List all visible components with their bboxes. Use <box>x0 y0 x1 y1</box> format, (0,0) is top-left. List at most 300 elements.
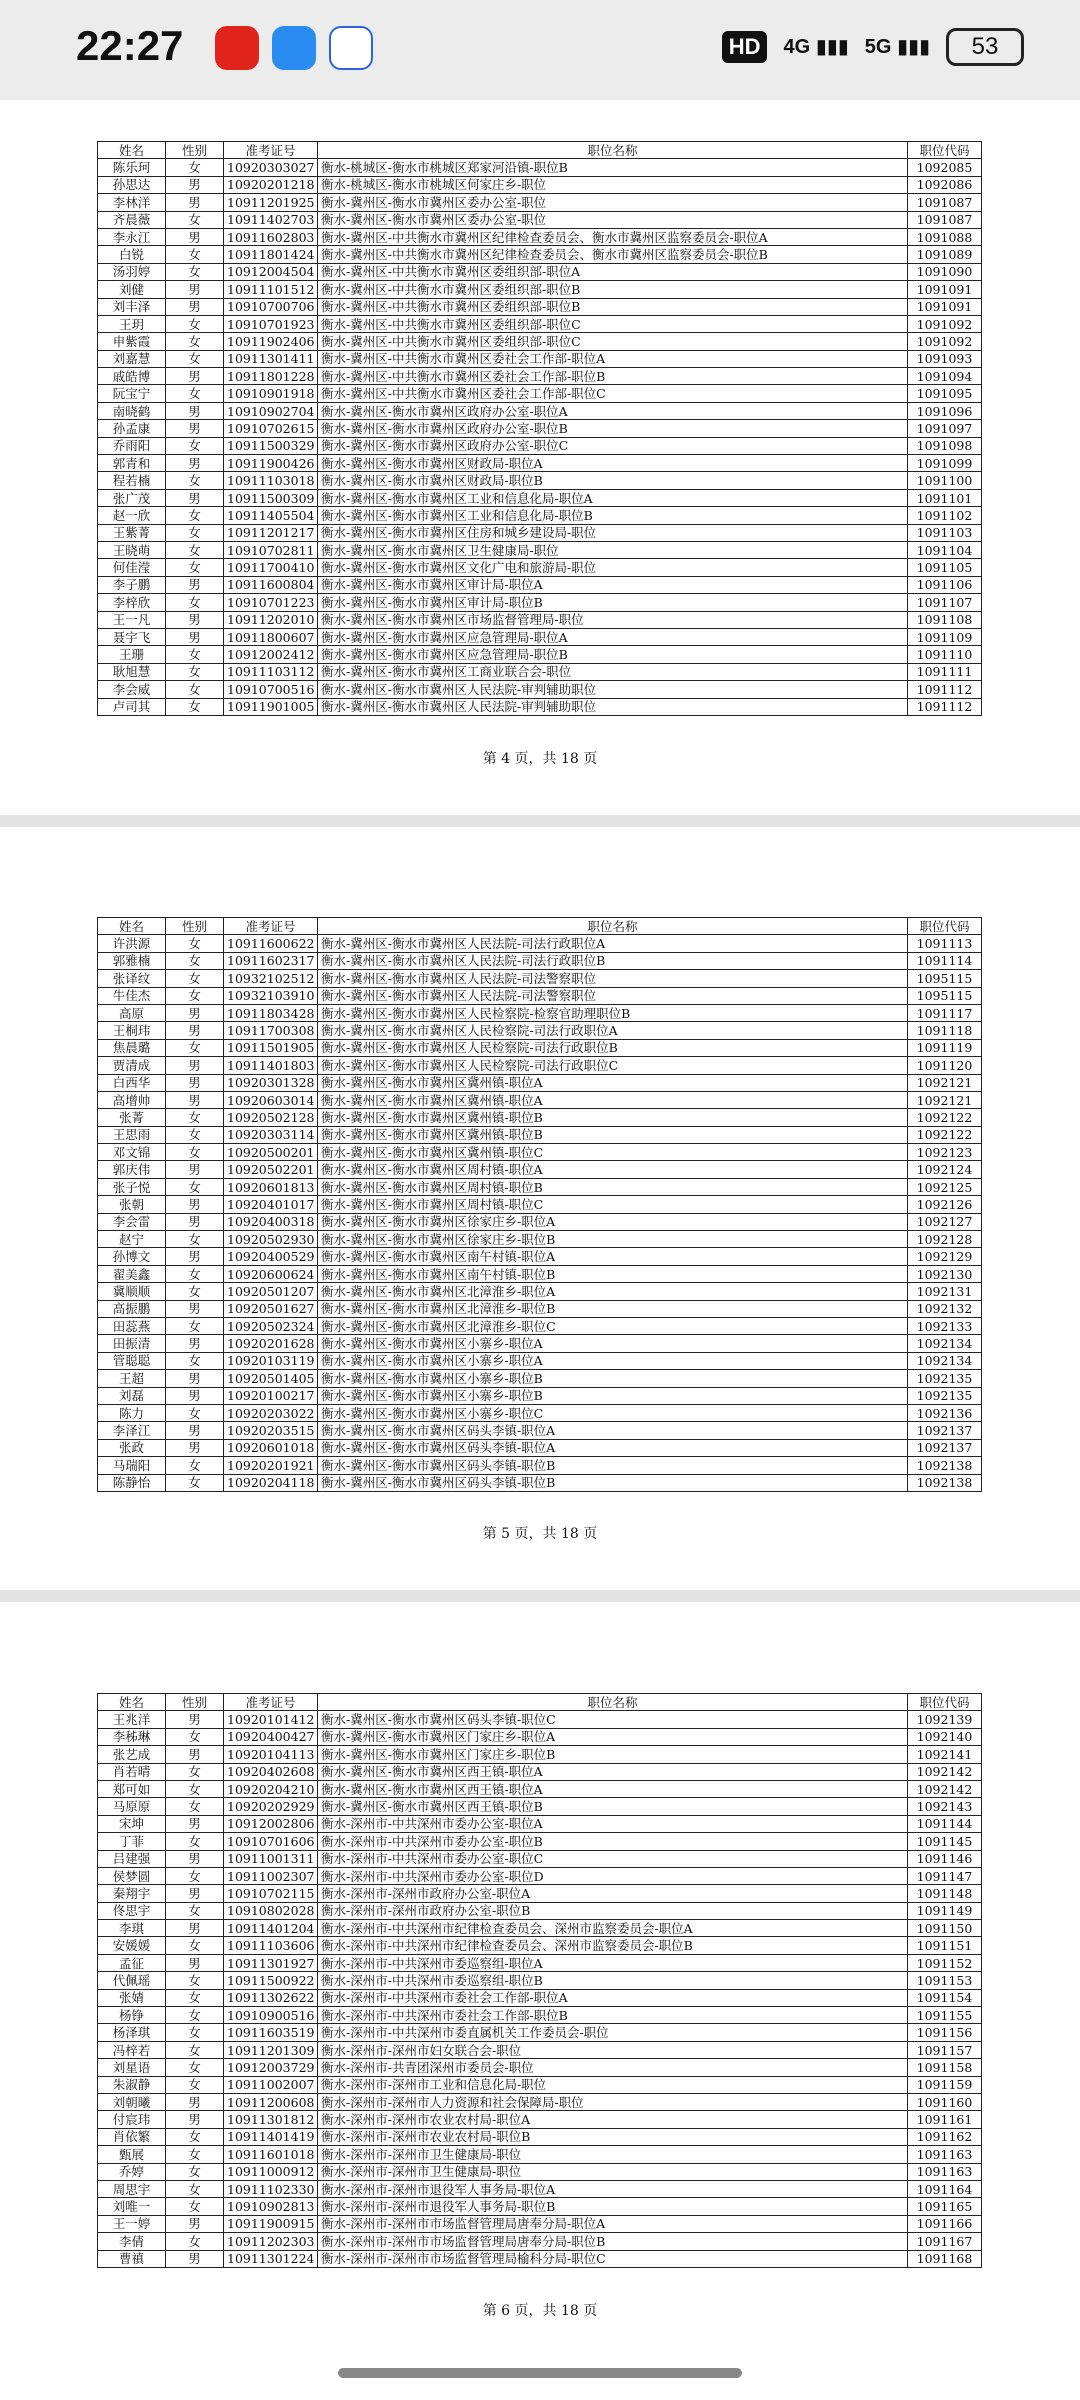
cell-exam-id: 10911600804 <box>224 576 318 593</box>
cell-position: 衡水-冀州区-衡水市冀州区人民法院-司法行政职位A <box>318 935 908 952</box>
cell-position: 衡水-冀州区-衡水市冀州区市场监督管理局-职位 <box>318 611 908 628</box>
cell-code: 1092131 <box>908 1283 982 1300</box>
cell-code: 1095115 <box>908 970 982 987</box>
cell-position: 衡水-冀州区-衡水市冀州区审计局-职位A <box>318 576 908 593</box>
cell-position: 衡水-深州市-深州市人力资源和社会保障局-职位 <box>318 2093 908 2110</box>
cell-code: 1092135 <box>908 1387 982 1404</box>
cell-gender: 女 <box>166 2198 224 2215</box>
cell-code: 1091108 <box>908 611 982 628</box>
cell-gender: 男 <box>166 489 224 506</box>
cell-code: 1091096 <box>908 402 982 419</box>
cell-gender: 女 <box>166 1763 224 1780</box>
cell-exam-id: 10920501627 <box>224 1300 318 1317</box>
cell-position: 衡水-冀州区-衡水市冀州区南午村镇-职位B <box>318 1265 908 1282</box>
cell-gender: 女 <box>166 1283 224 1300</box>
col-gender-header: 性别 <box>166 142 224 159</box>
cell-position: 衡水-冀州区-衡水市冀州区西王镇-职位A <box>318 1780 908 1797</box>
cell-code: 1091092 <box>908 315 982 332</box>
col-name-header: 姓名 <box>98 142 166 159</box>
cell-code: 1091089 <box>908 246 982 263</box>
cell-gender: 男 <box>166 176 224 193</box>
cell-exam-id: 10920501405 <box>224 1370 318 1387</box>
cell-gender: 女 <box>166 385 224 402</box>
cell-gender: 女 <box>166 1352 224 1369</box>
cell-name: 焦晨璐 <box>98 1039 166 1056</box>
cell-position: 衡水-冀州区-衡水市冀州区人民法院-审判辅助职位 <box>318 681 908 698</box>
cell-exam-id: 10910902813 <box>224 2198 318 2215</box>
cell-position: 衡水-冀州区-衡水市冀州区门家庄乡-职位B <box>318 1746 908 1763</box>
table-row <box>98 1300 982 1317</box>
cell-gender: 男 <box>166 1885 224 1902</box>
cell-exam-id: 10911103606 <box>224 1937 318 1954</box>
cell-gender: 男 <box>166 455 224 472</box>
cell-gender: 女 <box>166 2180 224 2197</box>
cell-exam-id: 10920104113 <box>224 1746 318 1763</box>
cell-code: 1092138 <box>908 1457 982 1474</box>
cell-position: 衡水-深州市-深州市市场监督管理局榆科分局-职位C <box>318 2250 908 2267</box>
cell-gender: 男 <box>166 1057 224 1074</box>
cell-position: 衡水-冀州区-中共衡水市冀州区委组织部-职位C <box>318 315 908 332</box>
cell-name: 程若楠 <box>98 472 166 489</box>
cell-name: 孙孟康 <box>98 420 166 437</box>
cell-code: 1091095 <box>908 385 982 402</box>
cell-code: 1091152 <box>908 1954 982 1971</box>
cell-position: 衡水-冀州区-衡水市冀州区徐家庄乡-职位B <box>318 1231 908 1248</box>
cell-gender: 女 <box>166 1902 224 1919</box>
table-row <box>98 1248 982 1265</box>
cell-exam-id: 10911201217 <box>224 524 318 541</box>
table-row <box>98 2076 982 2093</box>
cell-exam-id: 10911405504 <box>224 507 318 524</box>
table-row <box>98 263 982 280</box>
cell-code: 1095115 <box>908 987 982 1004</box>
cell-position: 衡水-冀州区-衡水市冀州区徐家庄乡-职位A <box>318 1213 908 1230</box>
cell-position: 衡水-冀州区-衡水市冀州区北漳淮乡-职位C <box>318 1317 908 1334</box>
cell-gender: 女 <box>166 2128 224 2145</box>
cell-code: 1091160 <box>908 2093 982 2110</box>
cell-name: 付宸玮 <box>98 2111 166 2128</box>
col-exam-id-header: 准考证号 <box>224 1694 318 1711</box>
cell-name: 郭庆伟 <box>98 1161 166 1178</box>
cell-position: 衡水-深州市-深州市农业农村局-职位B <box>318 2128 908 2145</box>
cell-name: 刘磊 <box>98 1387 166 1404</box>
table-row <box>98 385 982 402</box>
cell-exam-id: 10911800607 <box>224 628 318 645</box>
table-row <box>98 1404 982 1421</box>
cell-code: 1092141 <box>908 1746 982 1763</box>
cell-exam-id: 10911103112 <box>224 663 318 680</box>
cell-exam-id: 10911600622 <box>224 935 318 952</box>
cell-position: 衡水-桃城区-衡水市桃城区郑家河沿镇-职位B <box>318 159 908 176</box>
cell-position: 衡水-深州市-中共深州市委办公室-职位C <box>318 1850 908 1867</box>
cell-position: 衡水-冀州区-中共衡水市冀州区纪律检查委员会、衡水市冀州区监察委员会-职位A <box>318 228 908 245</box>
table-row <box>98 594 982 611</box>
cell-name: 李会雷 <box>98 1213 166 1230</box>
cell-position: 衡水-深州市-深州市农业农村局-职位A <box>318 2111 908 2128</box>
cell-name: 秦翔宇 <box>98 1885 166 1902</box>
cell-name: 刘唯一 <box>98 2198 166 2215</box>
cell-position: 衡水-冀州区-衡水市冀州区财政局-职位B <box>318 472 908 489</box>
cell-name: 汤羽婷 <box>98 263 166 280</box>
cell-code: 1091114 <box>908 952 982 969</box>
cell-code: 1091168 <box>908 2250 982 2267</box>
cell-gender: 男 <box>166 1920 224 1937</box>
cell-code: 1091117 <box>908 1004 982 1021</box>
cell-position: 衡水-深州市-深州市妇女联合会-职位 <box>318 2041 908 2058</box>
cell-name: 田蕊燕 <box>98 1317 166 1334</box>
cell-exam-id: 10911602803 <box>224 228 318 245</box>
cell-name: 乔雨阳 <box>98 437 166 454</box>
table-row <box>98 1937 982 1954</box>
cell-name: 马原原 <box>98 1798 166 1815</box>
cell-gender: 男 <box>166 1439 224 1456</box>
cell-code: 1092121 <box>908 1091 982 1108</box>
cell-exam-id: 10911001311 <box>224 1850 318 1867</box>
cell-code: 1091167 <box>908 2233 982 2250</box>
cell-exam-id: 10911801424 <box>224 246 318 263</box>
cell-position: 衡水-冀州区-衡水市冀州区小寨乡-职位B <box>318 1387 908 1404</box>
page-footer: 第 6 页，共 18 页 <box>482 2303 598 2319</box>
cell-name: 刘星语 <box>98 2059 166 2076</box>
cell-name: 白西华 <box>98 1074 166 1091</box>
cell-gender: 男 <box>166 1746 224 1763</box>
cell-exam-id: 10910701606 <box>224 1833 318 1850</box>
cell-gender: 女 <box>166 211 224 228</box>
cell-code: 1091148 <box>908 1885 982 1902</box>
cell-code: 1091091 <box>908 298 982 315</box>
cell-position: 衡水-冀州区-衡水市冀州区码头李镇-职位A <box>318 1439 908 1456</box>
signal-4g-icon: 4G ▮▮▮ <box>783 36 849 58</box>
cell-name: 郭青和 <box>98 455 166 472</box>
cell-gender: 男 <box>166 628 224 645</box>
cell-position: 衡水-深州市-深州市政府办公室-职位B <box>318 1902 908 1919</box>
cell-position: 衡水-冀州区-衡水市冀州区人民检察院-司法行政职位B <box>318 1039 908 1056</box>
cell-position: 衡水-深州市-中共深州市委办公室-职位A <box>318 1815 908 1832</box>
cell-code: 1091159 <box>908 2076 982 2093</box>
table-row <box>98 489 982 506</box>
cell-exam-id: 10911101512 <box>224 281 318 298</box>
cell-name: 王晓萌 <box>98 541 166 558</box>
cell-name: 许洪源 <box>98 935 166 952</box>
table-row <box>98 1265 982 1282</box>
cell-code: 1091092 <box>908 333 982 350</box>
cell-code: 1091091 <box>908 281 982 298</box>
table-row <box>98 1972 982 1989</box>
cell-exam-id: 10911501905 <box>224 1039 318 1056</box>
cell-position: 衡水-冀州区-衡水市冀州区冀州镇-职位C <box>318 1144 908 1161</box>
cell-code: 1092124 <box>908 1161 982 1178</box>
status-icons <box>722 28 1024 66</box>
table-row <box>98 176 982 193</box>
table-row <box>98 1231 982 1248</box>
cell-name: 阮宝宁 <box>98 385 166 402</box>
cell-name: 吕建强 <box>98 1850 166 1867</box>
cell-name: 李泽江 <box>98 1422 166 1439</box>
table-row <box>98 1109 982 1126</box>
cell-exam-id: 10920103119 <box>224 1352 318 1369</box>
cell-name: 申紫霞 <box>98 333 166 350</box>
cell-gender: 男 <box>166 1091 224 1108</box>
cell-gender: 男 <box>166 2093 224 2110</box>
cell-position: 衡水-冀州区-衡水市冀州区应急管理局-职位B <box>318 646 908 663</box>
cell-gender: 女 <box>166 159 224 176</box>
cell-gender: 男 <box>166 1248 224 1265</box>
cell-exam-id: 10911002307 <box>224 1867 318 1884</box>
cell-exam-id: 10911301411 <box>224 350 318 367</box>
cell-name: 王超 <box>98 1370 166 1387</box>
table-row <box>98 1867 982 1884</box>
cell-name: 张政 <box>98 1439 166 1456</box>
cell-exam-id: 10911102330 <box>224 2180 318 2197</box>
cell-gender: 男 <box>166 1422 224 1439</box>
cell-exam-id: 10920202929 <box>224 1798 318 1815</box>
cell-exam-id: 10920203515 <box>224 1422 318 1439</box>
cell-exam-id: 10920400318 <box>224 1213 318 1230</box>
cell-position: 衡水-深州市-中共深州市纪律检查委员会、深州市监察委员会-职位B <box>318 1937 908 1954</box>
cell-code: 1092132 <box>908 1300 982 1317</box>
cell-exam-id: 10932103910 <box>224 987 318 1004</box>
cell-gender: 男 <box>166 2215 224 2232</box>
table-row <box>98 2093 982 2110</box>
cell-gender: 女 <box>166 1178 224 1195</box>
cell-gender: 男 <box>166 1004 224 1021</box>
cell-gender: 女 <box>166 663 224 680</box>
table-row <box>98 1387 982 1404</box>
cell-gender: 女 <box>166 1231 224 1248</box>
cell-name: 邓文锦 <box>98 1144 166 1161</box>
table-row <box>98 1885 982 1902</box>
cell-code: 1091087 <box>908 194 982 211</box>
cell-exam-id: 10911103018 <box>224 472 318 489</box>
cell-code: 1091166 <box>908 2215 982 2232</box>
table-row <box>98 1780 982 1797</box>
cell-gender: 男 <box>166 1370 224 1387</box>
table-row <box>98 1746 982 1763</box>
clock: 22:27 <box>76 22 184 69</box>
cell-position: 衡水-冀州区-衡水市冀州区小寨乡-职位A <box>318 1335 908 1352</box>
cell-exam-id: 10910701923 <box>224 315 318 332</box>
table-row <box>98 472 982 489</box>
cell-position: 衡水-深州市-中共深州市委巡察组-职位A <box>318 1954 908 1971</box>
cell-gender: 女 <box>166 935 224 952</box>
table-row <box>98 1057 982 1074</box>
cell-position: 衡水-深州市-中共深州市委办公室-职位B <box>318 1833 908 1850</box>
cell-gender: 女 <box>166 350 224 367</box>
cell-code: 1092128 <box>908 1231 982 1248</box>
cell-name: 孙思达 <box>98 176 166 193</box>
cell-exam-id: 10920201628 <box>224 1335 318 1352</box>
table-row <box>98 350 982 367</box>
cell-position: 衡水-深州市-深州市退役军人事务局-职位B <box>318 2198 908 2215</box>
cell-code: 1091097 <box>908 420 982 437</box>
cell-code: 1091105 <box>908 559 982 576</box>
home-indicator[interactable] <box>338 2368 742 2378</box>
cell-exam-id: 10911202010 <box>224 611 318 628</box>
cell-code: 1091146 <box>908 1850 982 1867</box>
hd-badge: HD <box>722 31 768 63</box>
cell-exam-id: 10920501207 <box>224 1283 318 1300</box>
col-exam-id-header: 准考证号 <box>224 142 318 159</box>
cell-name: 郑可如 <box>98 1780 166 1797</box>
cell-name: 朱淑静 <box>98 2076 166 2093</box>
cell-code: 1091087 <box>908 211 982 228</box>
cell-exam-id: 10910900516 <box>224 2007 318 2024</box>
cell-name: 李子鹏 <box>98 576 166 593</box>
table-row <box>98 1335 982 1352</box>
cell-code: 1091113 <box>908 935 982 952</box>
cell-gender: 女 <box>166 1972 224 1989</box>
table-row <box>98 1004 982 1021</box>
table-row <box>98 333 982 350</box>
cell-name: 牛佳杰 <box>98 987 166 1004</box>
cell-name: 陈力 <box>98 1404 166 1421</box>
table-row <box>98 576 982 593</box>
cell-position: 衡水-冀州区-中共衡水市冀州区委社会工作部-职位B <box>318 368 908 385</box>
cell-position: 衡水-深州市-深州市市场监督管理局唐奉分局-职位B <box>318 2233 908 2250</box>
cell-position: 衡水-冀州区-衡水市冀州区冀州镇-职位B <box>318 1109 908 1126</box>
table-row <box>98 952 982 969</box>
table-row <box>98 970 982 987</box>
cell-position: 衡水-深州市-深州市退役军人事务局-职位A <box>318 2180 908 2197</box>
cell-exam-id: 10911602317 <box>224 952 318 969</box>
cell-gender: 男 <box>166 1213 224 1230</box>
col-position-header: 职位名称 <box>318 142 908 159</box>
cell-exam-id: 10911000912 <box>224 2163 318 2180</box>
table-row <box>98 402 982 419</box>
cell-gender: 女 <box>166 594 224 611</box>
cell-code: 1092126 <box>908 1196 982 1213</box>
cell-name: 陈静怡 <box>98 1474 166 1491</box>
cell-code: 1092127 <box>908 1213 982 1230</box>
table-row <box>98 1439 982 1456</box>
cell-gender: 女 <box>166 2007 224 2024</box>
cell-code: 1092134 <box>908 1352 982 1369</box>
cell-code: 1091102 <box>908 507 982 524</box>
table-row <box>98 1833 982 1850</box>
table-row <box>98 2007 982 2024</box>
table-row <box>98 420 982 437</box>
cell-gender: 男 <box>166 611 224 628</box>
table-row <box>98 1091 982 1108</box>
cell-name: 戚皓博 <box>98 368 166 385</box>
cell-name: 李林洋 <box>98 194 166 211</box>
cell-position: 衡水-深州市-中共深州市委办公室-职位D <box>318 1867 908 1884</box>
cell-code: 1091118 <box>908 1022 982 1039</box>
table-row <box>98 2128 982 2145</box>
cell-position: 衡水-冀州区-中共衡水市冀州区委组织部-职位A <box>318 263 908 280</box>
cell-code: 1091150 <box>908 1920 982 1937</box>
cell-code: 1092137 <box>908 1439 982 1456</box>
cell-exam-id: 10920400529 <box>224 1248 318 1265</box>
cell-position: 衡水-冀州区-衡水市冀州区工业和信息化局-职位B <box>318 507 908 524</box>
cell-gender: 男 <box>166 1850 224 1867</box>
cell-position: 衡水-冀州区-衡水市冀州区码头李镇-职位B <box>318 1457 908 1474</box>
table-row <box>98 611 982 628</box>
cell-code: 1091163 <box>908 2163 982 2180</box>
cell-gender: 女 <box>166 646 224 663</box>
cell-exam-id: 10920603014 <box>224 1091 318 1108</box>
col-exam-id-header: 准考证号 <box>224 918 318 935</box>
cell-name: 甄展 <box>98 2146 166 2163</box>
cell-code: 1092129 <box>908 1248 982 1265</box>
cell-gender: 男 <box>166 1387 224 1404</box>
cell-code: 1091158 <box>908 2059 982 2076</box>
cell-name: 张译纹 <box>98 970 166 987</box>
cell-gender: 女 <box>166 1144 224 1161</box>
cell-name: 田振清 <box>98 1335 166 1352</box>
cell-exam-id: 10912002412 <box>224 646 318 663</box>
cell-exam-id: 10912002806 <box>224 1815 318 1832</box>
cell-name: 刘健 <box>98 281 166 298</box>
battery-icon: 53 <box>946 28 1024 66</box>
cell-gender: 女 <box>166 263 224 280</box>
cell-position: 衡水-冀州区-衡水市冀州区周村镇-职位A <box>318 1161 908 1178</box>
cell-exam-id: 10911301927 <box>224 1954 318 1971</box>
cell-name: 李梓欣 <box>98 594 166 611</box>
app-618-icon <box>215 26 259 70</box>
cell-exam-id: 10911500922 <box>224 1972 318 1989</box>
cell-position: 衡水-冀州区-衡水市冀州区小寨乡-职位A <box>318 1352 908 1369</box>
cell-gender: 男 <box>166 1300 224 1317</box>
table-row <box>98 698 982 715</box>
cell-position: 衡水-桃城区-衡水市桃城区何家庄乡-职位 <box>318 176 908 193</box>
table-row <box>98 211 982 228</box>
cell-code: 1092140 <box>908 1728 982 1745</box>
cell-exam-id: 10910702811 <box>224 541 318 558</box>
cell-code: 1091164 <box>908 2180 982 2197</box>
cell-name: 李秭琳 <box>98 1728 166 1745</box>
cell-name: 王思雨 <box>98 1126 166 1143</box>
cell-name: 侯梦圆 <box>98 1867 166 1884</box>
cell-exam-id: 10920400427 <box>224 1728 318 1745</box>
cell-name: 王一凡 <box>98 611 166 628</box>
cell-position: 衡水-冀州区-衡水市冀州区门家庄乡-职位A <box>318 1728 908 1745</box>
cell-exam-id: 10910802028 <box>224 1902 318 1919</box>
cell-exam-id: 10920204118 <box>224 1474 318 1491</box>
cell-name: 宋坤 <box>98 1815 166 1832</box>
cell-position: 衡水-冀州区-中共衡水市冀州区委社会工作部-职位A <box>318 350 908 367</box>
table-row <box>98 159 982 176</box>
cell-name: 杨泽琪 <box>98 2024 166 2041</box>
cell-exam-id: 10920204210 <box>224 1780 318 1797</box>
cell-name: 王玥 <box>98 315 166 332</box>
cell-gender: 男 <box>166 1161 224 1178</box>
cell-exam-id: 10911901005 <box>224 698 318 715</box>
cell-position: 衡水-冀州区-衡水市冀州区人民法院-司法警察职位 <box>318 970 908 987</box>
cell-position: 衡水-冀州区-衡水市冀州区政府办公室-职位A <box>318 402 908 419</box>
cell-name: 马瑞阳 <box>98 1457 166 1474</box>
cell-code: 1092143 <box>908 1798 982 1815</box>
table-row <box>98 1161 982 1178</box>
cell-gender: 女 <box>166 1126 224 1143</box>
cell-gender: 女 <box>166 1728 224 1745</box>
cell-gender: 女 <box>166 524 224 541</box>
cell-position: 衡水-冀州区-衡水市冀州区人民检察院-司法行政职位C <box>318 1057 908 1074</box>
cell-name: 冀顺顺 <box>98 1283 166 1300</box>
col-name-header: 姓名 <box>98 1694 166 1711</box>
cell-gender: 男 <box>166 228 224 245</box>
cell-name: 何佳滢 <box>98 559 166 576</box>
page-footer: 第 5 页，共 18 页 <box>482 1526 598 1542</box>
cell-exam-id: 10911900426 <box>224 455 318 472</box>
cell-gender: 女 <box>166 987 224 1004</box>
cell-code: 1091099 <box>908 455 982 472</box>
cell-gender: 男 <box>166 1074 224 1091</box>
cell-exam-id: 10911301812 <box>224 2111 318 2128</box>
table-row <box>98 1711 982 1728</box>
cell-gender: 男 <box>166 1954 224 1971</box>
cell-exam-id: 10911200608 <box>224 2093 318 2110</box>
